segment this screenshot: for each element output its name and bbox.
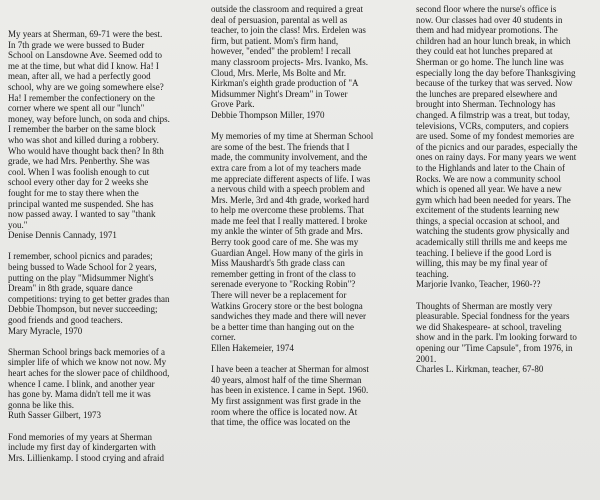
memory-denise-cannady: My years at Sherman, 69-71 were the best. In 7th grade we were bussed to Buder School on Lansdowne Ave. Seemed odd to me at the time, but what did I know. Ha! I mean, after all, we had a perfectly good school, why are we going somewhere else? Ha! I remember the confectionery on the corner where we spent all our "lunch" money, way before lunch, on soda and chips. I remember the barber on the same block who was shot and killed during a robbery. Who would have thought back then? In 8th grade, we had Mrs. Penberthy. She was cool. When I was foolish enough to cut school every other day for 2 weeks she fought for me to stay there when the principal wanted me suspended. She has now passed away. I wanted to say "thank you." Denise Dennis Cannady, 1971 bbox=[8, 29, 170, 241]
memory-charles-kirkman: Thoughts of Sherman are mostly very pleasurable. Special fondness for the years we did Shakespeare- at school, traveling show and in the park. I'm looking forward to opening our "Time Capsule", from 1976, in 2001. Charles L. Kirkman, teacher, 67-80 bbox=[416, 300, 577, 375]
memory-debbie-miller-start: Fond memories of my years at Sherman include my first day of kindergarten with Mrs. Lillienkamp. I stood crying and afraid bbox=[8, 431, 164, 463]
memory-mary-myracle: I remember, school picnics and parades; being bussed to Wade School for 2 years, putting on the play "Midsummer Night's Dream" in 8th grade, square dance competitions: trying to get better grades than Debbie Thompson, but never succeeding; good friends and good teachers. Mary Myracle, 1970 bbox=[8, 251, 170, 336]
text-column-3 bbox=[416, 4, 598, 375]
memory-marjorie-ivanko-start: I have been a teacher at Sherman for almost 40 years, almost half of the time Sherman has been in existence. I came in Sept. 1960. My first assignment was first grade in the room where the office is located now. At that time, the office was located on the bbox=[211, 364, 369, 428]
memory-ruth-gilbert: Sherman School brings back memories of a simpler life of which we know not now. My heart aches for the slower pace of childhood, whence I came. I blink, and another year has gone by. Mama didn't tell me it was gonna be like this. Ruth Sasser Gilbert, 1973 bbox=[8, 346, 170, 421]
text-column-2 bbox=[211, 4, 399, 428]
memory-marjorie-ivanko-end: second floor where the nurse's office is now. Our classes had over 40 students in them and had midyear promotions. The children had an hour lunch break, in which they could eat hot lunches prepared at Sherman or go home. The lunch line was especially long the day before Thanksgiving because of the turkey that was served. Now the lunches are prepared elsewhere and brought into Sherman. Technology has changed. A filmstrip was a treat, but today, televisions, VCRs, computers, and copiers are used. Some of my fondest memories are of the picnics and our parades, especially the ones on rainy days. For many years we went to the Highlands and later to the Chain of Rocks. We are now a community school which is opened all year. We have a new gym which had been needed for years. The excitement of the students learning new things, a special occasion at school, and watching the students grow physically and academically still thrills me and keeps me teaching. I believe if the good Lord is willing, this may be my final year of teaching. Marjorie Ivanko, Teacher, 1960-?? bbox=[416, 4, 578, 290]
memory-debbie-miller-end: outside the classroom and required a great deal of persuasion, parental as well as teacher, to join the class! Mrs. Erdelen was firm, but patient. Mom's firm hand, however, "ended" the problem! I recall many classroom projects- Mrs. Ivanko, Ms. Cloud, Mrs. Merle, Ms Bolte and Mr. Kirkman's eighth grade production of "A Midsummer Night's Dream" in Tower Grove Park. Debbie Thompson Miller, 1970 bbox=[211, 4, 368, 120]
text-column-1 bbox=[8, 29, 196, 463]
memory-ellen-hakemeier: My memories of my time at Sherman School are some of the best. The friends that I made, the community involvement, and the extra care from a lot of my teachers made me appreciate different aspects of life. I was a nervous child with a speech problem and Mrs. Merle, 3rd and 4th grade, worked hard to help me overcome these problems. That made me feel that I really mattered. I broke my ankle the winter of 5th grade and Mrs. Berry took good care of me. She was my Guardian Angel. How many of the girls in Miss Maushardt's 5th grade class can remember getting in front of the class to serenade everyone to "Rocking Robin"? There will never be a replacement for Watkins Grocery store or the best bologna sandwiches they made and there will never be a better time than hanging out on the corner. Ellen Hakemeier, 1974 bbox=[211, 131, 374, 353]
